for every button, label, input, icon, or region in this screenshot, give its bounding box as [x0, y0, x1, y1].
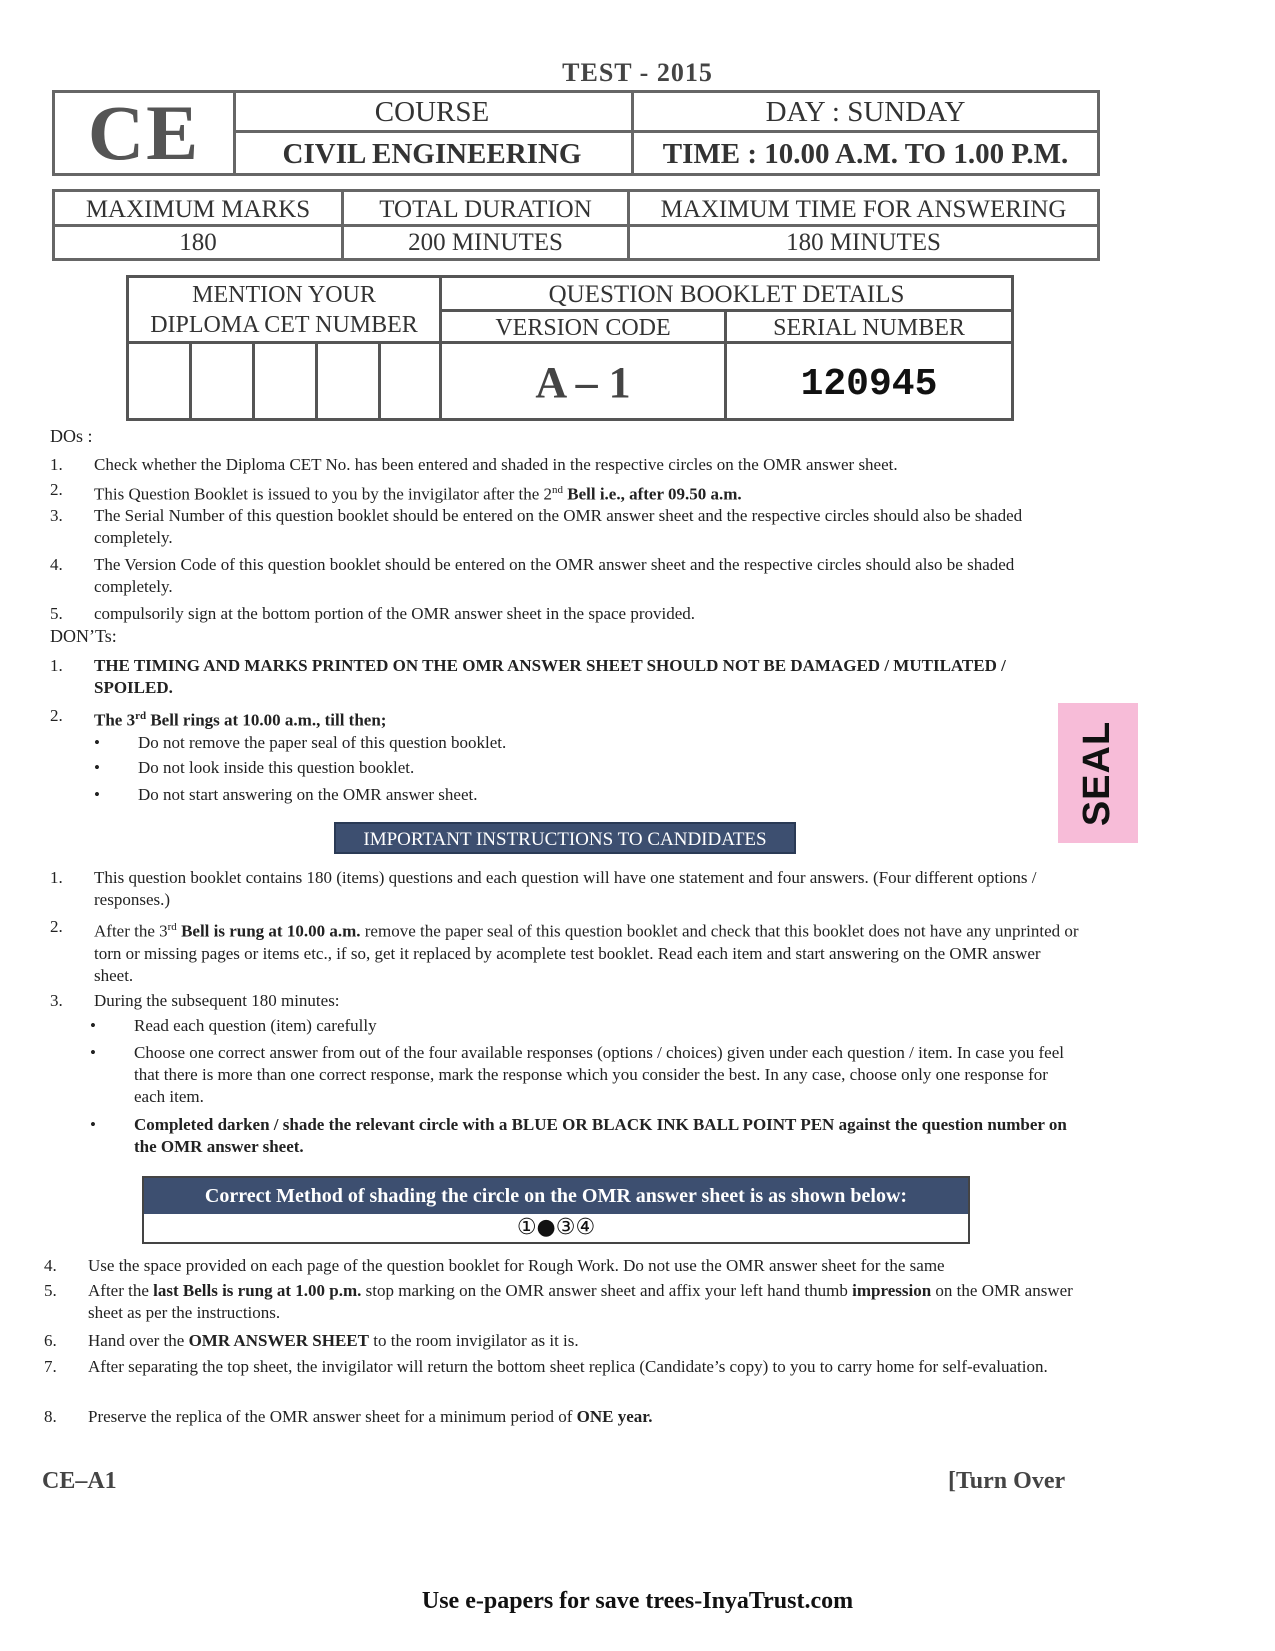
donts-bullet: • Do not start answering on the OMR answer sheet. [94, 785, 478, 804]
donts-item: 1. THE TIMING AND MARKS PRINTED ON THE OMR ANSWER SHEET SHOULD NOT BE DAMAGED / MUTILATED / SPOILED. [50, 656, 1006, 697]
omr-example-title: Correct Method of shading the circle on the OMR answer sheet is as shown below: [144, 1178, 968, 1214]
max-answer-time-label: MAXIMUM TIME FOR ANSWERING [630, 192, 1097, 227]
seal-sticker [1058, 703, 1138, 843]
cet-digit-box[interactable] [318, 344, 381, 418]
max-answer-time-value: 180 MINUTES [786, 229, 941, 256]
watermark-note: Use e-papers for save trees-InyaTrust.com [421, 1588, 854, 1614]
cet-digit-box[interactable] [255, 344, 318, 418]
instruction-item: 3. During the subsequent 180 minutes: [50, 991, 340, 1010]
booklet-details-box [126, 275, 1014, 421]
instructions-banner: IMPORTANT INSTRUCTIONS TO CANDIDATES [334, 822, 796, 854]
cet-digit-box[interactable] [192, 344, 255, 418]
instruction-bullet: • Completed darken / shade the relevant circle with a BLUE OR BLACK INK BALL POINT PEN against the question number on the OMR answer sheet. [90, 1115, 1067, 1156]
donts-bullet: • Do not look inside this question booklet. [94, 758, 415, 777]
total-duration-label: TOTAL DURATION [344, 192, 630, 227]
course-label: COURSE [233, 93, 634, 133]
max-marks-label: MAXIMUM MARKS [55, 192, 344, 227]
marks-table [52, 189, 1100, 261]
instruction-item: 1. This question booklet contains 180 (items) questions and each question will have one statement and four answers. (Four different options / responses.) [50, 868, 1037, 909]
exam-day: DAY : SUNDAY [634, 93, 1097, 133]
serial-number-value: 120945 [800, 363, 938, 406]
cet-digit-box[interactable] [381, 344, 442, 418]
instruction-item: 4. Use the space provided on each page of the question booklet for Rough Work. Do not use the OMR answer sheet for the same [44, 1256, 945, 1275]
instruction-item: 6. Hand over the OMR ANSWER SHEET to the room invigilator as it is. [44, 1331, 579, 1350]
booklet-details-heading: QUESTION BOOKLET DETAILS [442, 278, 1011, 312]
donts-item: 2. The 3rd Bell rings at 10.00 a.m., till then; [50, 706, 387, 730]
instruction-item: 7. After separating the top sheet, the invigilator will return the bottom sheet replica (Candidate’s copy) to you to carry home for self-evaluation. [44, 1357, 1048, 1376]
cet-label-line2: DIPLOMA CET NUMBER [150, 312, 418, 338]
omr-example-circles: ①●③④ [516, 1215, 596, 1240]
total-duration-value: 200 MINUTES [344, 227, 630, 258]
cet-digit-box[interactable] [129, 344, 192, 418]
omr-shading-example [142, 1176, 970, 1244]
instruction-item: 5. After the last Bells is rung at 1.00 p.m. stop marking on the OMR answer sheet and affix your left hand thumb impression on the OMR answer sheet as per the instructions. [44, 1281, 1073, 1322]
page-code: CE–A1 [42, 1468, 117, 1494]
seal-label: SEAL [1076, 720, 1119, 826]
instruction-item: 2. After the 3rd Bell is rung at 10.00 a.m. remove the paper seal of this question booklet and check that this booklet does not have any unprinted or torn or missing pages or items etc., if so, get it replaced by acomplete test booklet. Read each item and start answering on the OMR answer sheet. [50, 917, 1079, 985]
dos-item: 5. compulsorily sign at the bottom portion of the OMR answer sheet in the space provided. [50, 604, 696, 623]
course-name: CIVIL ENGINEERING [233, 133, 634, 173]
version-code-label: VERSION CODE [442, 312, 727, 344]
instruction-bullet: • Read each question (item) carefully [90, 1016, 377, 1035]
dos-heading: DOs : [50, 426, 93, 446]
cet-label-line1: MENTION YOUR [192, 282, 376, 308]
test-title: TEST - 2015 [562, 58, 713, 87]
instruction-item: 8. Preserve the replica of the OMR answer sheet for a minimum period of ONE year. [44, 1407, 653, 1426]
exam-time: TIME : 10.00 A.M. TO 1.00 P.M. [662, 138, 1069, 170]
dos-item: 1. Check whether the Diploma CET No. has been entered and shaded in the respective circles on the OMR answer sheet. [50, 455, 898, 474]
instruction-bullet: • Choose one correct answer from out of the four available responses (options / choices) given under each question / item. In case you feel that there is more than one correct response, mark the response which you consider the best. In any case, choose only one response for each item. [90, 1043, 1064, 1106]
cet-number-label [129, 278, 442, 344]
course-code: CE [55, 93, 236, 173]
serial-number-label: SERIAL NUMBER [727, 312, 1011, 344]
version-code-value: A – 1 [442, 344, 727, 418]
dos-item: 4. The Version Code of this question booklet should be entered on the OMR answer sheet and the respective circles should also be shaded completely. [50, 555, 1015, 596]
max-marks-value: 180 [55, 227, 344, 258]
dos-item: 2. This Question Booklet is issued to you by the invigilator after the 2nd Bell i.e., after 09.50 a.m. [50, 480, 742, 504]
dos-item: 3. The Serial Number of this question booklet should be entered on the OMR answer sheet and the respective circles should also be shaded completely. [50, 506, 1023, 547]
donts-bullet: • Do not remove the paper seal of this question booklet. [94, 733, 507, 752]
turn-over-note: [Turn Over [948, 1468, 1066, 1494]
donts-heading: DON’Ts: [50, 626, 117, 646]
course-header-table [52, 90, 1100, 176]
